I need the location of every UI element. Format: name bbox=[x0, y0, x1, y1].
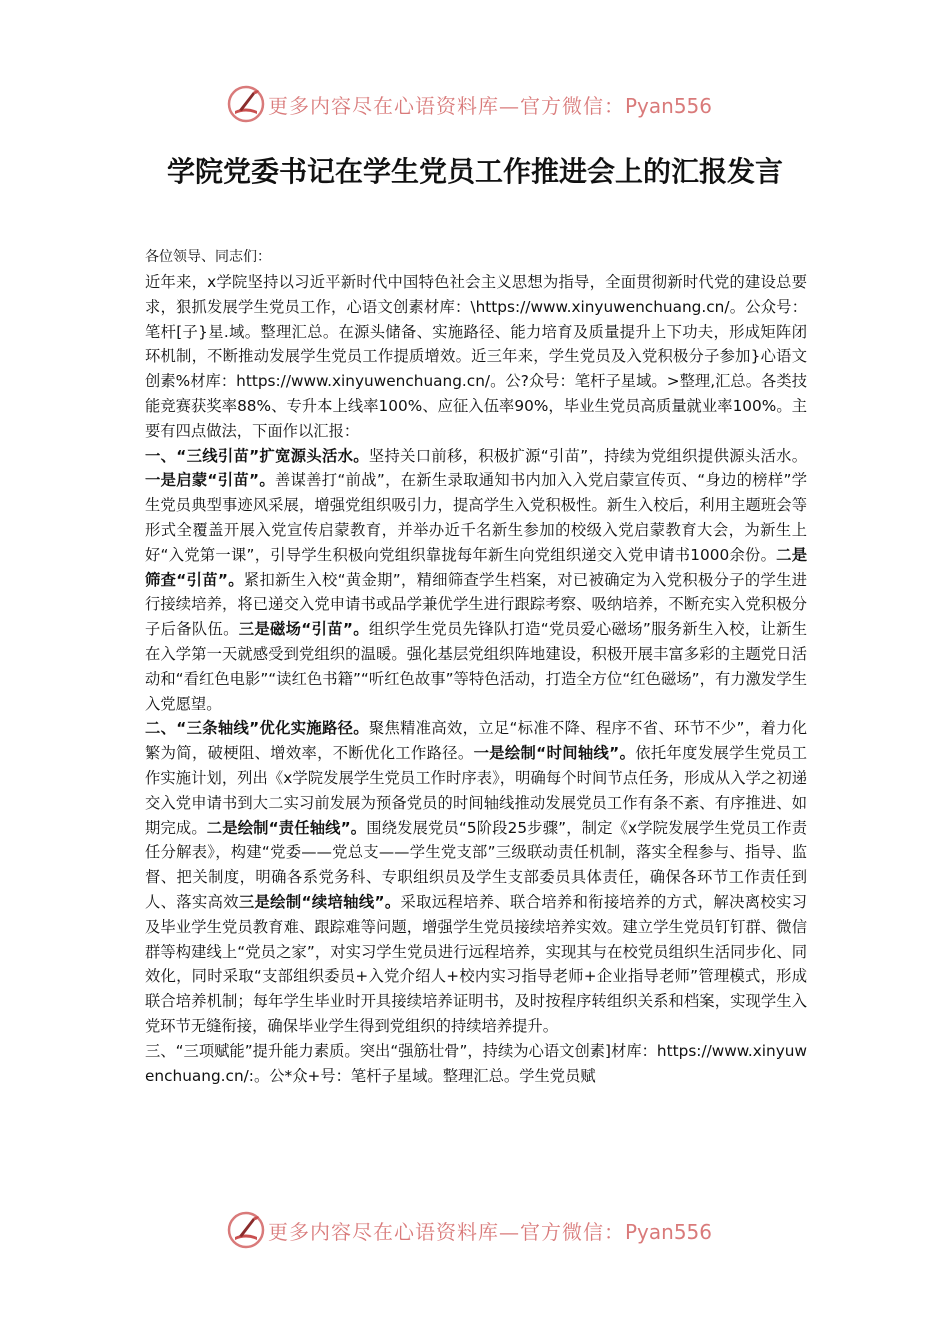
watermark-banner-top bbox=[226, 84, 726, 124]
section-3-paragraph: 三、“三项赋能”提升能力素质。突出“强筋壮骨”，持续为心语文创素]材库：https://www.xinyuwenchuang.cn/:。公*众+号：笔杆子星域。整理汇总。学生党员赋 bbox=[145, 1041, 807, 1085]
section-1-point-1-heading: 一是启蒙“引苗”。 bbox=[145, 471, 275, 490]
document-body bbox=[145, 246, 807, 1088]
section-1-point-2-text: 紧扣新生入校“黄金期”，精细筛查学生档案，对已被确定为入党积极分子的学生进行接续培养，将已递交入党申请书或品学兼优学生进行跟踪考察、吸纳培养，不断充实入党积极分子后备队伍。 bbox=[145, 570, 808, 639]
watermark-handle: Pyan556 bbox=[625, 1219, 713, 1244]
section-1-heading: 一、“三线引苗”扩宽源头活水。 bbox=[145, 446, 369, 465]
section-2-text: 聚焦精准高效，立足“标准不降、程序不省、环节不少”，着力化繁为简，破梗阻、增效率，不断优化工作路径。 bbox=[145, 719, 807, 763]
section-2-point-2-text: 围绕发展党员“5阶段25步骤”，制定《x学院发展学生党员工作责任分解表》，构建“党委——党总支——学生党支部”三级联动责任机制，落实全程参与、指导、监督、把关制度，明确各系党务科、专职组织员及学生支部委员具体责任，确保各环节工作责任到人、落实高效 bbox=[145, 818, 807, 911]
book-quill-icon bbox=[226, 84, 266, 124]
section-2-heading: 二、“三条轴线”优化实施路径。 bbox=[145, 719, 369, 738]
section-2-point-3-heading: 三是绘制“续培轴线”。 bbox=[238, 892, 401, 911]
watermark-banner-bottom bbox=[226, 1210, 726, 1250]
section-1-point-2-heading: 二是筛查“引苗”。 bbox=[145, 545, 807, 589]
book-quill-icon bbox=[226, 1210, 266, 1250]
section-2-point-1-text: 依托年度发展学生党员工作实施计划，列出《x学院发展学生党员工作时序表》，明确每个时间节点任务，形成从入学之初递交入党申请书到大二实习前发展为预备党员的时间轴线推动发展党员工作有条不紊、有序推进、如期完成。 bbox=[145, 744, 807, 837]
section-1-point-3-heading: 三是磁场“引苗”。 bbox=[238, 620, 369, 639]
section-2-paragraph bbox=[145, 716, 807, 1038]
section-2-point-1-heading: 一是绘制“时间轴线”。 bbox=[473, 744, 636, 763]
salutation: 各位领导、同志们： bbox=[145, 249, 271, 265]
watermark-handle: Pyan556 bbox=[625, 93, 713, 118]
section-2-point-2-heading: 二是绘制“责任轴线”。 bbox=[206, 818, 367, 837]
document-title: 学院党委书记在学生党员工作推进会上的汇报发言 bbox=[166, 155, 783, 188]
section-1-text: 坚持关口前移，积极扩源“引苗”，持续为党组织提供源头活水。 bbox=[368, 446, 807, 465]
section-1-point-3-text: 组织学生党员先锋队打造“党员爱心磁场”服务新生入校，让新生在入学第一天就感受到党组织的温暖。强化基层党组织阵地建设，积极开展丰富多彩的主题党日活动和“看红色电影”“读红色书籍”“听红色故事”等特色活动，打造全方位“红色磁场”，有力激发学生入党愿望。 bbox=[145, 620, 807, 713]
watermark-text: 更多内容尽在心语资料库—官方微信：Pyan556 bbox=[268, 93, 713, 118]
section-2-point-3-text: 采取远程培养、联合培养和衔接培养的方式，解决离校实习及毕业学生党员教育难、跟踪难等问题，增强学生党员接续培养实效。建立学生党员钉钉群、微信群等构建线上“党员之家”，对实习学生党员进行远程培养，实现其与在校党员组织生活同步化、同效化，同时采取“支部组织委员+入党介绍人+校内实习指导老师+企业指导老师”管理模式，形成联合培养机制；每年学生毕业时开具接续培养证明书，及时按程序转组织关系和档案，实现学生入党环节无缝衔接，确保毕业学生得到党组织的持续培养提升。 bbox=[145, 892, 807, 1035]
watermark-text: 更多内容尽在心语资料库—官方微信：Pyan556 bbox=[268, 1219, 713, 1244]
intro-paragraph: 近年来，x学院坚持以习近平新时代中国特色社会主义思想为指导，全面贯彻新时代党的建设总要求，狠抓发展学生党员工作，心语文创素材库：\https://www.xinyuwenchuang.cn/。公众号：笔杆[子}星.域。整理汇总。在源头储备、实施路径、能力培育及质量提升上下功夫，形成矩阵闭环机制，不断推动发展学生党员工作提质增效。近三年来，学生党员及入党积极分子参加}心语文创素%材库：https://www.xinyuwenchuang.cn/。公?众号：笔杆子星域。>整理,汇总。各类技能竞赛获奖率88%、专升本上线率100%、应征入伍率90%，毕业生党员高质量就业率100%。主要有四点做法，下面作以汇报： bbox=[145, 273, 807, 440]
section-1-point-1-text: 善谋善打“前战”，在新生录取通知书内加入入党启蒙宣传页、“身边的榜样”学生党员典型事迹风采展，增强党组织吸引力，提高学生入党积极性。新生入校后，利用主题班会等形式全覆盖开展入党宣传启蒙教育，并举办近千名新生参加的校级入党启蒙教育大会，为新生上好“入党第一课”，引导学生积极向党组织靠拢每年新生向党组织递交入党申请书1000余份。 bbox=[145, 471, 808, 564]
section-1-paragraph bbox=[145, 444, 807, 717]
